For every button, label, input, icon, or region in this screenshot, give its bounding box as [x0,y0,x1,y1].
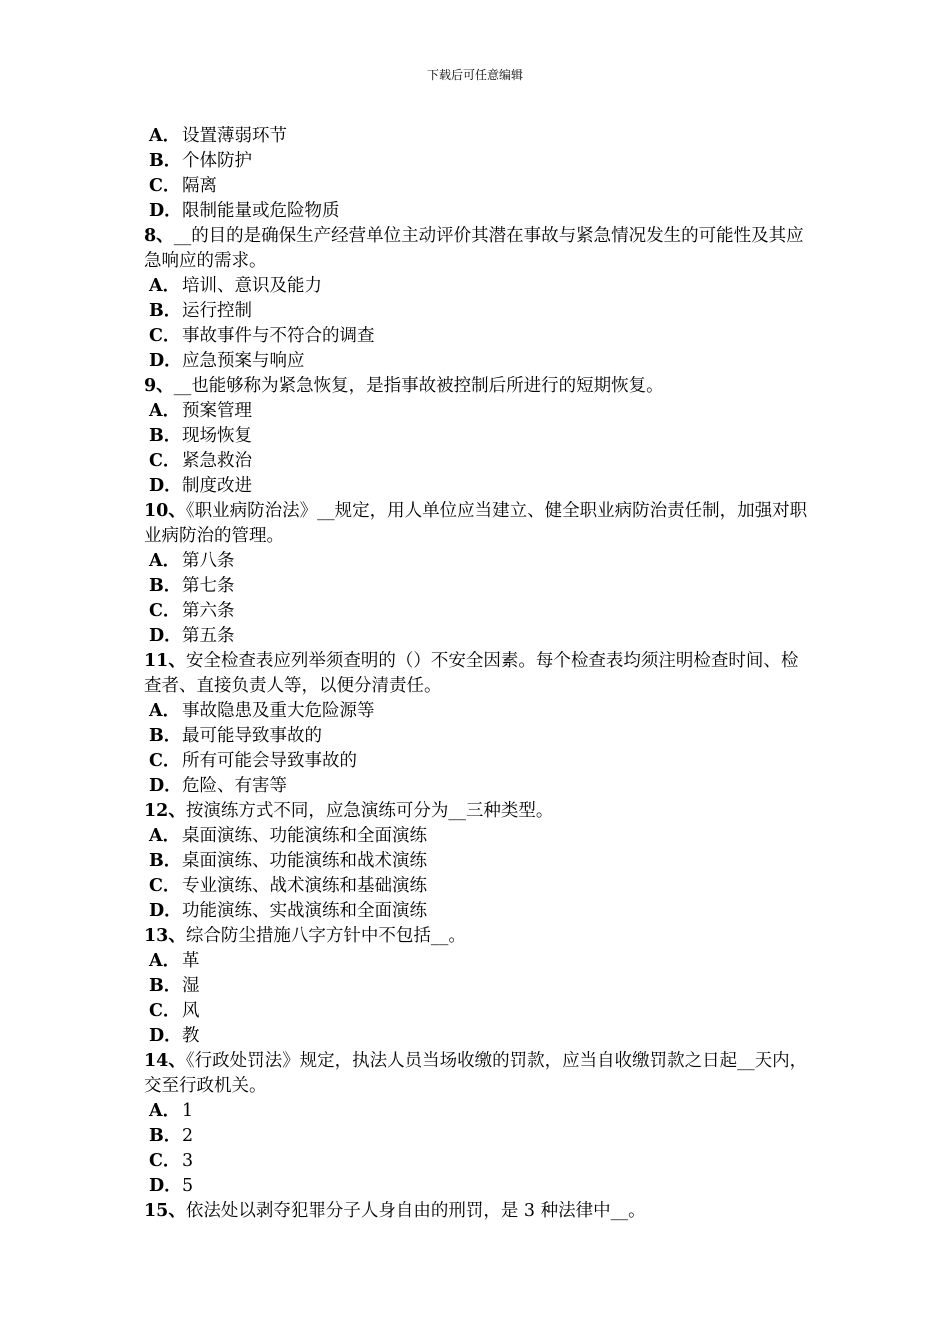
option-label: A． [149,276,181,296]
option-text: 风 [182,1001,200,1021]
answer-option [144,349,814,374]
answer-option [144,999,814,1024]
question-number: 10、 [144,501,186,521]
answer-option [144,149,814,174]
answer-option [144,199,814,224]
option-text: 2 [182,1126,194,1146]
question-text: 综合防尘措施八字方针中不包括__。 [185,926,466,946]
option-text: 3 [182,1151,194,1171]
option-label: C． [149,1151,181,1171]
option-text: 功能演练、实战演练和全面演练 [182,901,427,921]
answer-option [144,124,814,149]
option-label: A． [149,551,181,571]
option-label: A． [149,401,181,421]
answer-option [144,399,814,424]
page-header: 下载后可任意编辑 [426,68,523,82]
option-label: D． [149,776,182,796]
answer-option [144,1099,814,1124]
question [144,799,814,824]
option-label: B． [149,151,182,171]
option-label: A． [149,826,181,846]
answer-option [144,574,814,599]
option-label: D． [149,901,182,921]
question [144,499,814,549]
question [144,1049,814,1099]
answer-option [144,424,814,449]
option-text: 制度改进 [182,476,252,496]
option-text: 培训、意识及能力 [182,276,322,296]
option-text: 专业演练、战术演练和基础演练 [182,876,427,896]
option-label: C． [149,326,181,346]
answer-option [144,949,814,974]
option-text: 第八条 [182,551,235,571]
answer-option [144,474,814,499]
option-text: 所有可能会导致事故的 [182,751,357,771]
option-label: A． [149,1101,181,1121]
answer-option [144,549,814,574]
option-text: 个体防护 [182,151,252,171]
option-label: B． [149,1126,182,1146]
option-label: B． [149,976,182,996]
answer-option [144,449,814,474]
question-text: __的目的是确保生产经营单位主动评价其潜在事故与紧急情况发生的可能性及其应急响应的需求。 [144,226,804,271]
option-text: 设置薄弱环节 [182,126,287,146]
question [144,649,814,699]
answer-option [144,1174,814,1199]
option-label: D． [149,1176,182,1196]
question [144,924,814,949]
option-text: 危险、有害等 [182,776,287,796]
answer-option [144,699,814,724]
answer-option [144,624,814,649]
question-number: 9、 [144,376,174,396]
answer-option [144,1124,814,1149]
question-number: 14、 [144,1051,186,1071]
answer-option [144,899,814,924]
option-text: 第七条 [182,576,235,596]
answer-option [144,1024,814,1049]
question-number: 15、 [144,1201,186,1221]
option-text: 第六条 [182,601,235,621]
option-text: 1 [182,1101,194,1121]
option-text: 5 [182,1176,194,1196]
question [144,224,814,274]
question-text: 依法处以剥夺犯罪分子人身自由的刑罚，是 3 种法律中__。 [185,1201,646,1221]
question [144,374,814,399]
option-label: D． [149,351,182,371]
option-label: D． [149,626,182,646]
answer-option [144,874,814,899]
question-number: 13、 [144,926,186,946]
option-text: 限制能量或危险物质 [182,201,340,221]
answer-option [144,324,814,349]
option-text: 应急预案与响应 [182,351,305,371]
answer-option [144,849,814,874]
option-text: 紧急救治 [182,451,252,471]
option-label: D． [149,201,182,221]
option-text: 运行控制 [182,301,252,321]
option-text: 现场恢复 [182,426,252,446]
option-label: C． [149,176,181,196]
question-text: 按演练方式不同，应急演练可分为__三种类型。 [185,801,554,821]
option-label: B． [149,301,182,321]
answer-option [144,824,814,849]
answer-option [144,174,814,199]
question-number: 11、 [144,651,186,671]
option-label: B． [149,576,182,596]
option-label: C． [149,451,181,471]
question-text: 《行政处罚法》规定，执法人员当场收缴的罚款，应当自收缴罚款之日起__天内，交至行政机关。 [144,1051,808,1096]
answer-option [144,1149,814,1174]
option-label: C． [149,876,181,896]
option-text: 事故事件与不符合的调查 [182,326,375,346]
answer-option [144,274,814,299]
option-label: C． [149,601,181,621]
answer-option [144,774,814,799]
question-number: 8、 [144,226,174,246]
option-label: A． [149,701,181,721]
question-text: __也能够称为紧急恢复，是指事故被控制后所进行的短期恢复。 [173,376,664,396]
option-label: C． [149,1001,181,1021]
option-text: 最可能导致事故的 [182,726,322,746]
question-text: 《职业病防治法》__规定，用人单位应当建立、健全职业病防治责任制，加强对职业病防治的管理。 [144,501,808,546]
question-text: 安全检查表应列举须查明的（）不安全因素。每个检查表均须注明检查时间、检查者、直接负责人等，以便分清责任。 [144,651,799,696]
answer-option [144,749,814,774]
option-label: A． [149,126,181,146]
option-label: B． [149,851,182,871]
option-text: 桌面演练、功能演练和战术演练 [182,851,427,871]
option-text: 革 [182,951,200,971]
option-text: 湿 [182,976,200,996]
option-label: A． [149,951,181,971]
answer-option [144,599,814,624]
answer-option [144,974,814,999]
option-text: 桌面演练、功能演练和全面演练 [182,826,427,846]
option-label: D． [149,1026,182,1046]
option-label: B． [149,726,182,746]
option-text: 教 [182,1026,200,1046]
question-number: 12、 [144,801,186,821]
answer-option [144,299,814,324]
option-text: 事故隐患及重大危险源等 [182,701,375,721]
option-label: C． [149,751,181,771]
option-text: 隔离 [182,176,217,196]
answer-option [144,724,814,749]
question [144,1199,814,1224]
option-label: B． [149,426,182,446]
option-text: 第五条 [182,626,235,646]
option-text: 预案管理 [182,401,252,421]
option-label: D． [149,476,182,496]
question-list [144,124,814,1224]
